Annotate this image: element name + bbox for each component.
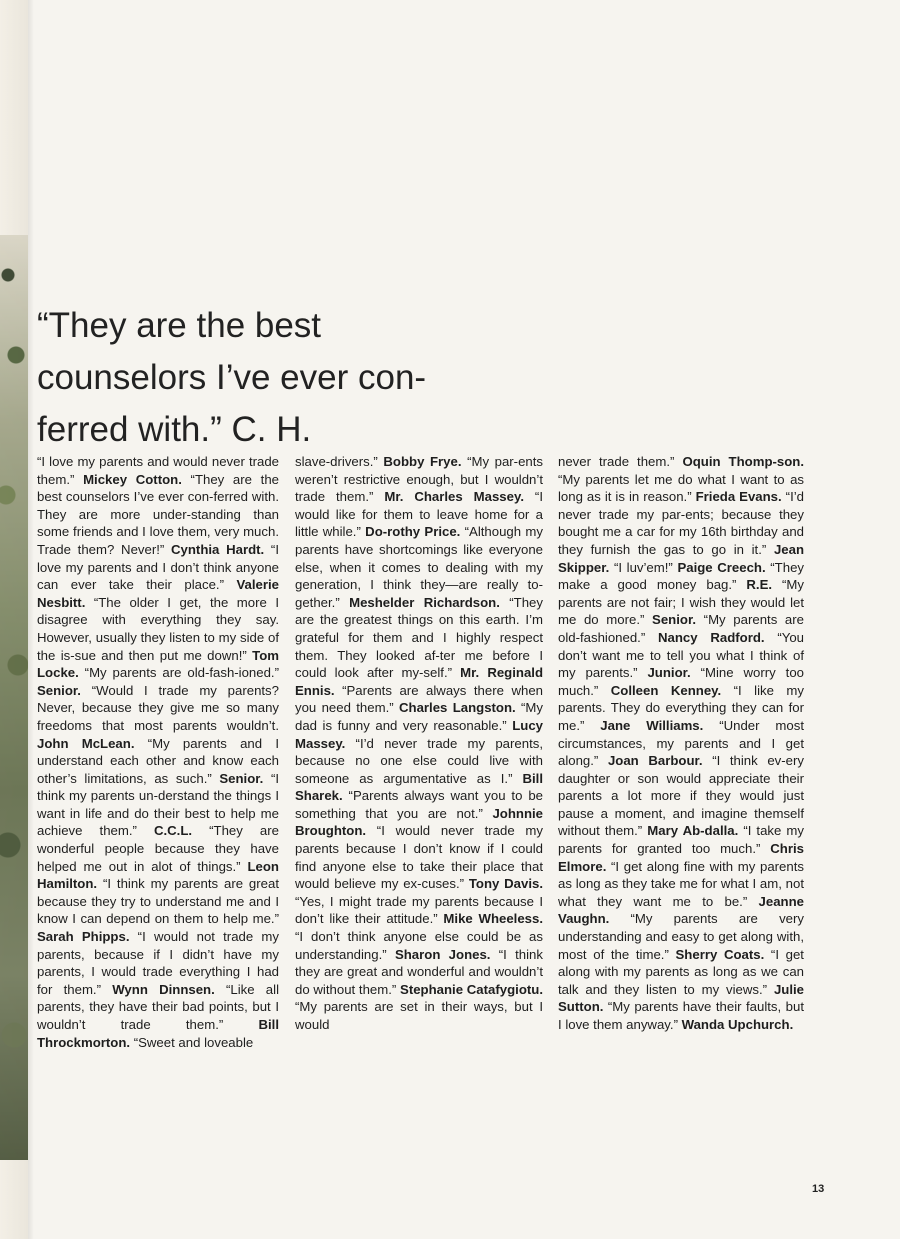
attribution-name: Mr. Reginald Ennis. xyxy=(295,665,544,698)
attribution-name: Sharon Jones. xyxy=(394,946,491,962)
quote-text: “You don’t want me to tell you what I think of my parents.” xyxy=(558,629,804,681)
quote-text: “My parents have their faults, but I love them anyway.” xyxy=(558,999,804,1032)
quote-text: “I love my parents and would never trade them.” xyxy=(37,454,279,487)
quote-text: “I love my parents and I don’t think anyone can ever take their place.” xyxy=(37,541,279,593)
attribution-name: Senior. xyxy=(37,682,81,698)
quote-text: “Under most circumstances, my parents and I get along.” xyxy=(558,717,804,769)
quote-text: “My par-ents weren’t restrictive enough, but I wouldn’t trade them.” xyxy=(295,454,543,505)
attribution-name: Senior. xyxy=(652,612,697,628)
attribution-name: Johnnie Broughton. xyxy=(295,805,543,839)
attribution-name: Wynn Dinnsen. xyxy=(112,981,215,997)
attribution-name: Mary Ab-dalla. xyxy=(647,823,739,839)
attribution-name: Paige Creech. xyxy=(677,559,766,575)
quote-text: “I get along fine with my parents as long as they take me for what I am, not what they want me to be.” xyxy=(558,858,804,909)
attribution-name: Tom Locke. xyxy=(37,647,279,681)
page-number: 13 xyxy=(812,1183,825,1195)
attribution-name: Bill Throckmorton. xyxy=(37,1017,279,1050)
quote-text: “I would not trade my parents, because if I didn’t have my parents, I would trade everything I had for them.” xyxy=(37,929,279,997)
attribution-name: C.C.L. xyxy=(153,823,193,839)
attribution-name: Mr. Charles Massey. xyxy=(384,489,524,505)
attribution-name: Colleen Kenney. xyxy=(610,682,722,698)
attribution-name: John McLean. xyxy=(37,735,135,751)
quote-text: “I think ev-ery daughter or son would appreciate their parents a lot more if they would just pause a moment, and imagine themself without them.” xyxy=(558,753,804,839)
attribution-name: Julie Sutton. xyxy=(558,981,804,1015)
text-column-3 xyxy=(558,453,804,1034)
attribution-name: Wanda Upchurch. xyxy=(681,1017,794,1032)
quote-text: “They make a good money bag.” xyxy=(558,559,805,593)
quote-text: “My parents are very understanding and easy to get along with, most of the time.” xyxy=(558,911,804,962)
photo-edge xyxy=(0,0,28,1239)
quote-text: “The older I get, the more I disagree with everything they say. However, usually they listen to my side of the is-sue and then put me down!” xyxy=(37,594,279,663)
quote-text: “Parents are always there when you need them.” xyxy=(295,682,543,716)
attribution-name: Do-rothy Price. xyxy=(365,524,461,540)
quote-text: “My parents are set in their ways, but I would xyxy=(295,999,543,1032)
attribution-name: Oquin Thomp-son. xyxy=(682,454,804,469)
quote-text: “I luv’em!” xyxy=(609,559,678,575)
attribution-name: Valerie Nesbitt. xyxy=(37,577,279,610)
attribution-name: Mike Wheeless. xyxy=(443,911,544,927)
attribution-name: Stephanie Catafygiotu. xyxy=(400,981,543,997)
attribution-name: Cynthia Hardt. xyxy=(171,541,265,557)
quote-text: “I would like for them to leave home for a little while.” xyxy=(295,489,543,540)
quote-text: “Sweet and loveable xyxy=(130,1034,254,1050)
quote-text: “They are the best counselors I’ve ever con-ferred with. They are more under-standing than some friends and I love them, very much. Trade them? Never!” xyxy=(37,471,280,557)
quote-text: “Yes, I might trade my parents because I don’t like their attitude.” xyxy=(295,893,543,927)
quote-text: “I’d never trade my par-ents; because they bought me a car for my 16th birthday and they furnish the gas to go in it.” xyxy=(558,489,805,557)
quote-text: “Parents always want you to be something that you are not.” xyxy=(295,788,543,821)
quote-text: “I take my parents for granted too much.” xyxy=(558,823,804,857)
headline-quote: “They are the best counselors I’ve ever con-ferred with.” C. H. xyxy=(37,306,427,449)
quote-text: “My dad is funny and very reasonable.” xyxy=(295,700,544,733)
attribution-name: Tony Davis. xyxy=(468,876,543,892)
quote-text: “Like all parents, they have their bad points, but I wouldn’t trade them.” xyxy=(37,981,279,1032)
foliage-photo xyxy=(0,235,28,1160)
attribution-name: Joan Barbour. xyxy=(607,753,703,769)
attribution-name: Bobby Frye. xyxy=(383,454,462,469)
quote-text: “My parents are not fair; I wish they would let me do more.” xyxy=(558,577,804,628)
attribution-name: Sarah Phipps. xyxy=(37,929,130,945)
quote-text: “Mine worry too much.” xyxy=(558,665,804,698)
attribution-name: Jean Skipper. xyxy=(558,541,804,575)
attribution-name: Frieda Evans. xyxy=(695,489,782,505)
attribution-name: Lucy Massey. xyxy=(295,717,543,751)
attribution-name: Mickey Cotton. xyxy=(83,471,182,487)
quote-text: “They are the greatest things on this earth. I’m grateful for them and I highly respect them. They looked af-ter me before I could look after my-self.” xyxy=(295,594,543,681)
quote-text: “I would never trade my parents because I don’t know if I could find anyone else to take their place that would believe my ex-cuses.” xyxy=(295,823,543,892)
quote-text: “Although my parents have shortcomings like everyone else, when it comes to dealing with my generation, I think they—are really to-gether.” xyxy=(295,524,543,610)
attribution-name: R.E. xyxy=(746,577,773,593)
attribution-name: Leon Hamilton. xyxy=(37,858,279,892)
attribution-name: Jeanne Vaughn. xyxy=(558,893,804,927)
quote-text: “I’d never trade my parents, because no one else could live with someone as argumentative as I.” xyxy=(295,735,543,786)
quote-text: “Would I trade my parents? Never, because they give me so many freedoms that most parents wouldn’t. xyxy=(37,682,279,733)
quote-text: “I think my parents un-derstand the things I want in life and do their best to help me achieve them.” xyxy=(37,770,279,839)
attribution-name: Jane Williams. xyxy=(600,717,704,733)
quote-text: “My parents and I understand each other and know each other’s limitations, as such.” xyxy=(37,735,279,786)
text-column-2 xyxy=(295,453,543,1034)
quote-text: never trade them.” xyxy=(558,454,683,469)
attribution-name: Junior. xyxy=(647,665,691,681)
quote-text: “They are wonderful people because they have helped me out in alot of things.” xyxy=(37,823,279,874)
quote-text: “I think they are great and wonderful and wouldn’t do without them.” xyxy=(295,946,543,997)
attribution-name: Nancy Radford. xyxy=(658,629,765,645)
quote-text: “I like my parents. They do everything they can for me.” xyxy=(558,682,804,733)
attribution-name: Bill Sharek. xyxy=(295,770,543,804)
attribution-name: Meshelder Richardson. xyxy=(349,594,500,610)
quote-text: “I don’t think anyone else could be as understanding.” xyxy=(295,929,543,962)
attribution-name: Charles Langston. xyxy=(398,700,516,716)
attribution-name: Chris Elmore. xyxy=(558,841,804,874)
quote-text: slave-drivers.” xyxy=(295,454,384,469)
quote-text: “I think my parents are great because they try to understand me and I know I can depend on them to help me.” xyxy=(37,876,279,927)
text-column-1 xyxy=(37,453,279,1051)
attribution-name: Senior. xyxy=(219,770,264,786)
quote-text: “I get along with my parents as long as we can talk and they listen to my views.” xyxy=(558,946,804,997)
quote-text: “My parents are old-fashioned.” xyxy=(558,612,804,645)
attribution-name: Sherry Coats. xyxy=(675,946,765,962)
page-gutter-shadow xyxy=(28,0,34,1239)
quote-text: “My parents are old-fash-ioned.” xyxy=(78,665,279,681)
quote-text: “My parents let me do what I want to as long as it is in reason.” xyxy=(558,471,804,505)
